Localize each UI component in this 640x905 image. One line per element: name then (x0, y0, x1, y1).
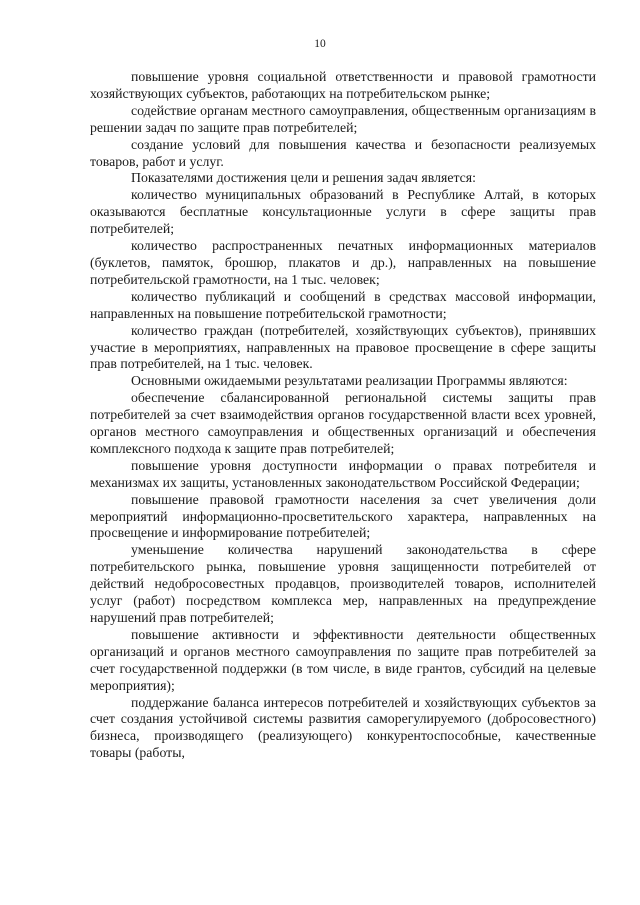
paragraph: повышение правовой грамотности населения за счет увеличения доли мероприятий информационно-просветительского характера, направленных на просвещение и информирование потребителей; (90, 491, 596, 541)
paragraph: повышение активности и эффективности деятельности общественных организаций и органов местного самоуправления по защите прав потребителей за счет государственной поддержки (в том числе, в виде грантов, субсидий на целевые мероприятия); (90, 626, 596, 693)
paragraph: повышение уровня социальной ответственности и правовой грамотности хозяйствующих субъектов, работающих на потребительском рынке; (90, 69, 596, 101)
paragraph: количество публикаций и сообщений в средствах массовой информации, направленных на повышение потребительской грамотности; (90, 288, 596, 321)
paragraph: содействие органам местного самоуправления, общественным организациям в решении задач по защите прав потребителей; (90, 102, 596, 135)
paragraph: создание условий для повышения качества и безопасности реализуемых товаров, работ и услуг. (90, 136, 596, 169)
paragraph: уменьшение количества нарушений законодательства в сфере потребительского рынка, повышение уровня защищенности потребителей от действий недобросовестных продавцов, производителей товаров, исполнителей услуг (работ) посредством комплекса мер, направленных на предупреждение нарушений прав потребителей; (90, 542, 596, 625)
paragraph: Основными ожидаемыми результатами реализации Программы являются: (131, 373, 568, 389)
paragraph: количество муниципальных образований в Республике Алтай, в которых оказываются бесплатные консультационные услуги в сфере защиты прав потребителей; (90, 187, 596, 237)
paragraph: обеспечение сбалансированной региональной системы защиты прав потребителей за счет взаимодействия органов государственной власти всех уровней, органов местного самоуправления и общественных организаций и обеспечения комплексного подхода к защите прав потребителей; (90, 390, 596, 456)
paragraph: поддержание баланса интересов потребителей и хозяйствующих субъектов за счет создания устойчивой системы развития саморегулируемого (добросовестного) бизнеса, производящего (реализующего) конкурентоспособные, качественные товары (работы, (90, 694, 596, 761)
paragraph: количество граждан (потребителей, хозяйствующих субъектов), принявших участие в мероприятиях, направленных на правовое просвещение в сфере защиты прав потребителей, на 1 тыс. человек. (90, 322, 596, 372)
document-body (90, 69, 596, 762)
paragraph: Показателями достижения цели и решения задач является: (131, 170, 476, 186)
page-number: 10 (314, 38, 326, 50)
paragraph: количество распространенных печатных информационных материалов (буклетов, памяток, брошюр, плакатов и др.), направленных на повышение потребительской грамотности, на 1 тыс. человек; (90, 238, 596, 287)
paragraph: повышение уровня доступности информации о правах потребителя и механизмах их защиты, установленных законодательством Российской Федерации; (90, 457, 596, 490)
